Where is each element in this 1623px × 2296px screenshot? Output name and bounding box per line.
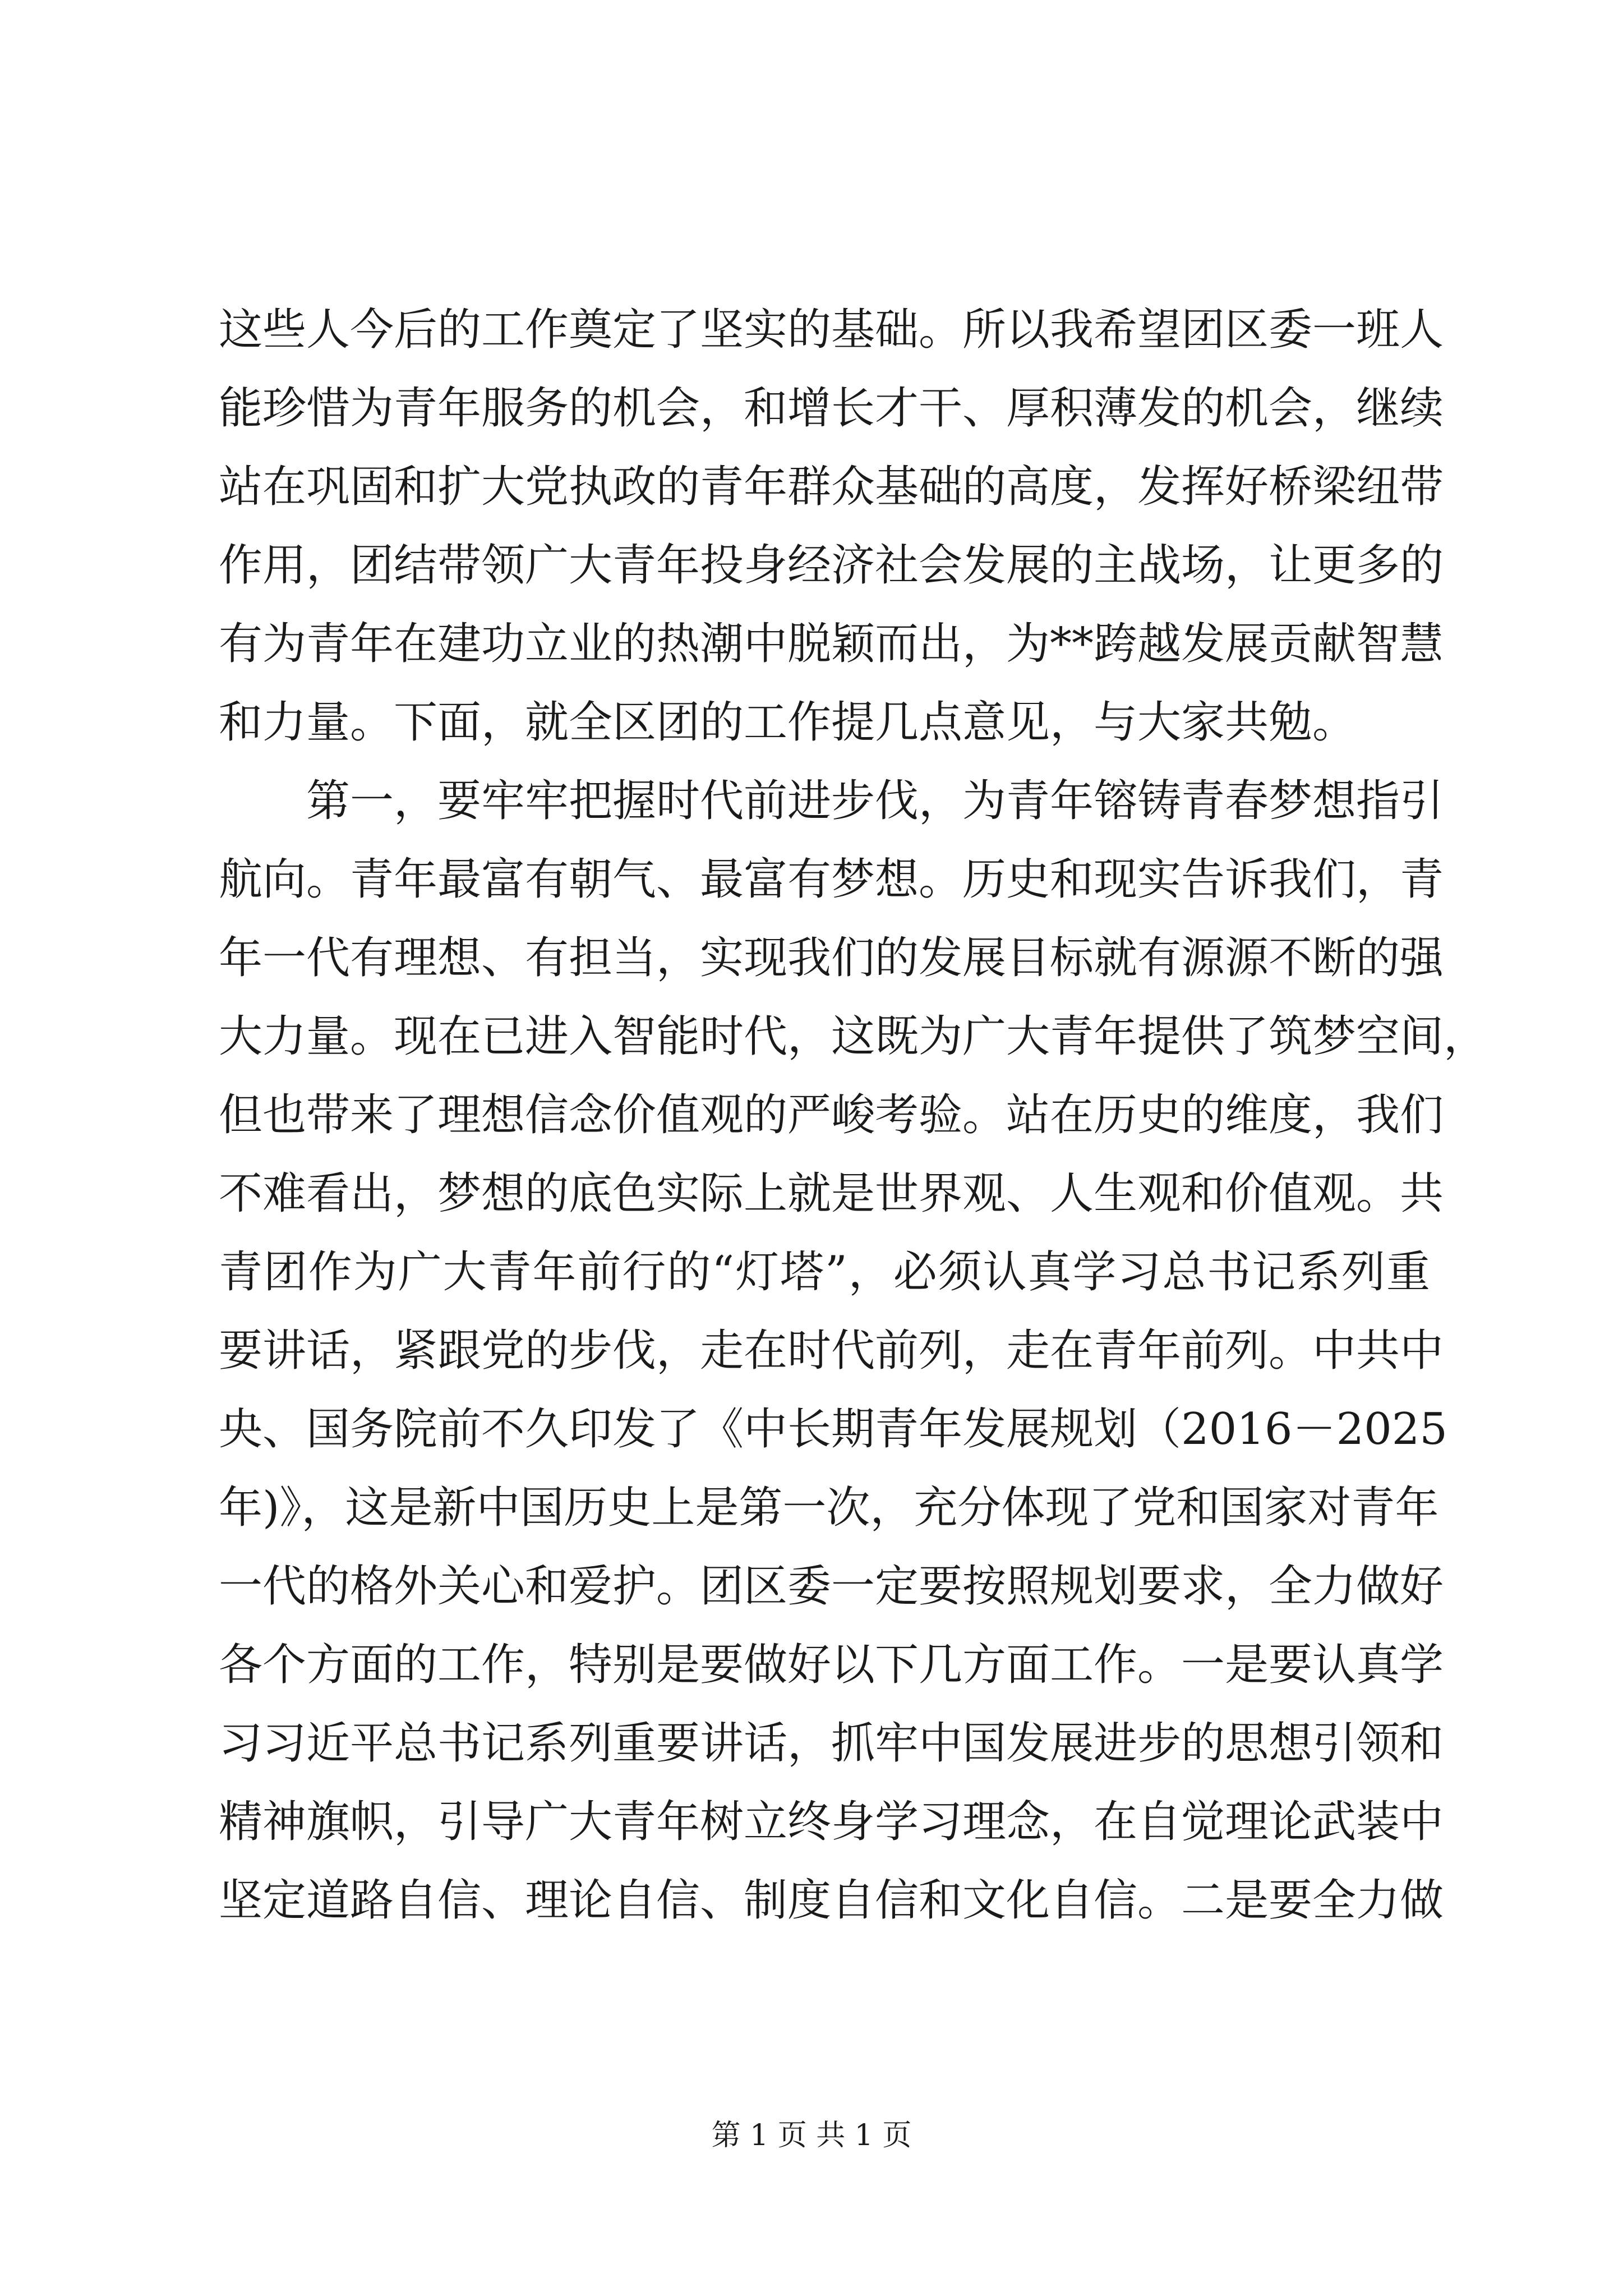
text-line: 航向。青年最富有朝气、最富有梦想。历史和现实告诉我们，青 (219, 854, 1444, 905)
text-line: 能珍惜为青年服务的机会，和增长才干、厚积薄发的机会，继续 (219, 383, 1444, 434)
text-line: 和力量。下面，就全区团的工作提几点意见，与大家共勉。 (219, 697, 1357, 748)
text-line: 不难看出，梦想的底色实际上就是世界观、人生观和价值观。共 (219, 1168, 1444, 1219)
body-text (219, 291, 1488, 1940)
text-line: 一代的格外关心和爱护。团区委一定要按照规划要求，全力做好 (219, 1561, 1444, 1612)
text-line: 年一代有理想、有担当，实现我们的发展目标就有源源不断的强 (219, 933, 1444, 983)
text-line: 站在巩固和扩大党执政的青年群众基础的高度，发挥好桥梁纽带 (219, 462, 1444, 512)
text-line: 习习近平总书记系列重要讲话，抓牢中国发展进步的思想引领和 (219, 1718, 1444, 1769)
text-line: 但也带来了理想信念价值观的严峻考验。站在历史的维度，我们 (219, 1090, 1444, 1140)
page-number: 第 1 页 共 1 页 (711, 2119, 912, 2152)
text-line: 第一，要牢牢把握时代前进步伐，为青年镕铸青春梦想指引 (306, 776, 1444, 826)
text-line: 要讲话，紧跟党的步伐，走在时代前列，走在青年前列。中共中 (219, 1326, 1444, 1376)
page-footer (0, 2116, 1623, 2155)
text-line: 青团作为广大青年前行的“灯塔”，必须认真学习总书记系列重 (219, 1247, 1430, 1297)
text-line: 这些人今后的工作奠定了坚实的基础。所以我希望团区委一班人 (219, 305, 1444, 355)
text-line: 大力量。现在已进入智能时代，这既为广大青年提供了筑梦空间， (219, 1011, 1488, 1062)
text-line: 有为青年在建功立业的热潮中脱颖而出，为**跨越发展贡献智慧 (219, 619, 1444, 669)
text-line: 央、国务院前不久印发了《中长期青年发展规划（2016－2025 (219, 1404, 1448, 1455)
text-line: 精神旗帜，引导广大青年树立终身学习理念，在自觉理论武装中 (219, 1797, 1444, 1847)
text-line: 年)》，这是新中国历史上是第一次，充分体现了党和国家对青年 (219, 1483, 1439, 1533)
text-line: 各个方面的工作，特别是要做好以下几方面工作。一是要认真学 (219, 1640, 1444, 1690)
text-line: 作用，团结带领广大青年投身经济社会发展的主战场，让更多的 (219, 540, 1444, 591)
text-line: 坚定道路自信、理论自信、制度自信和文化自信。二是要全力做 (219, 1875, 1444, 1926)
